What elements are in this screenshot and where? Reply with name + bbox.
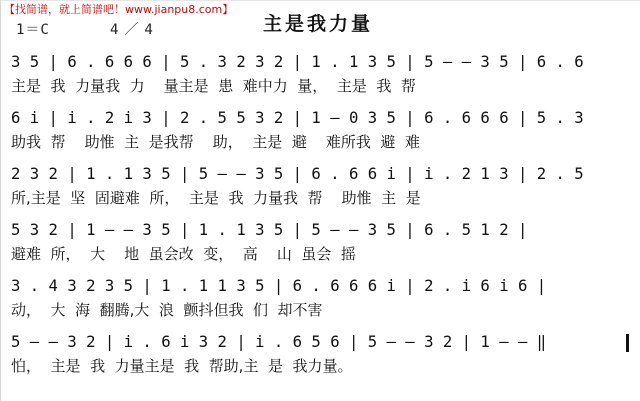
note-line-6: 5 — — 3 2 | i . 6 i 3 2 | i . 6 5 6 | 5 — — 3 2 | 1 — — ‖	[11, 333, 547, 351]
key-signature: 1＝C	[16, 22, 50, 38]
note-line-2: 6 i | i . 2 i 3 | 2 . 5 5 3 2 | 1 — 0 3 5 | 6 . 6 6 6 | 5 . 3	[11, 109, 584, 127]
score-system-4	[11, 220, 635, 276]
lyric-line-4: 避难 所， 大 地 虽会改 变， 高 山 虽会 摇	[11, 245, 356, 263]
final-barline	[626, 334, 629, 352]
time-signature: 4／4	[110, 22, 159, 38]
note-line-1: 3 5 | 6 . 6 6 6 | 5 . 3 2 3 2 | 1 . 1 3 5 | 5 — — 3 5 | 6 . 6	[11, 53, 584, 71]
score-system-6	[11, 332, 635, 388]
lyric-line-6: 怕， 主是 我 力量主是 我 帮助,主 是 我力量。	[11, 357, 353, 375]
note-line-4: 5 3 2 | 1 — — 3 5 | 1 . 1 3 5 | 5 — — 3 5 | 6 . 5 1 2 |	[11, 221, 528, 239]
lyric-line-1: 主是 我 力量我 力 量主是 患 难中力 量， 主是 我 帮	[11, 77, 416, 95]
score-system-1	[11, 52, 635, 108]
score-system-3	[11, 164, 635, 220]
note-line-5: 3 . 4 3 2 3 5 | 1 . 1 1 3 5 | 6 . 6 6 6 i | 2 . i 6 i 6 |	[11, 277, 547, 295]
lyric-line-3: 所,主是 坚 固避难 所， 主是 我 力量我 帮 助惟 主 是	[11, 189, 421, 207]
score-system-2	[11, 108, 635, 164]
note-line-3: 2 3 2 | 1 . 1 3 5 | 5 — — 3 5 | 6 . 6 6 i | i . 2 1 3 | 2 . 5	[11, 165, 584, 183]
lyric-line-5: 动， 大 海 翻腾,大 浪 颤抖但我 们 却不害	[11, 301, 323, 319]
jianpu-score	[11, 52, 635, 388]
site-watermark: 【找简谱，就上简谱吧！www.jianpu8.com】	[4, 3, 234, 16]
lyric-line-2: 助我 帮 助惟 主 是我帮 助， 主是 避 难所我 避 难	[11, 133, 420, 151]
song-title: 主是我力量	[263, 13, 374, 35]
score-system-5	[11, 276, 635, 332]
